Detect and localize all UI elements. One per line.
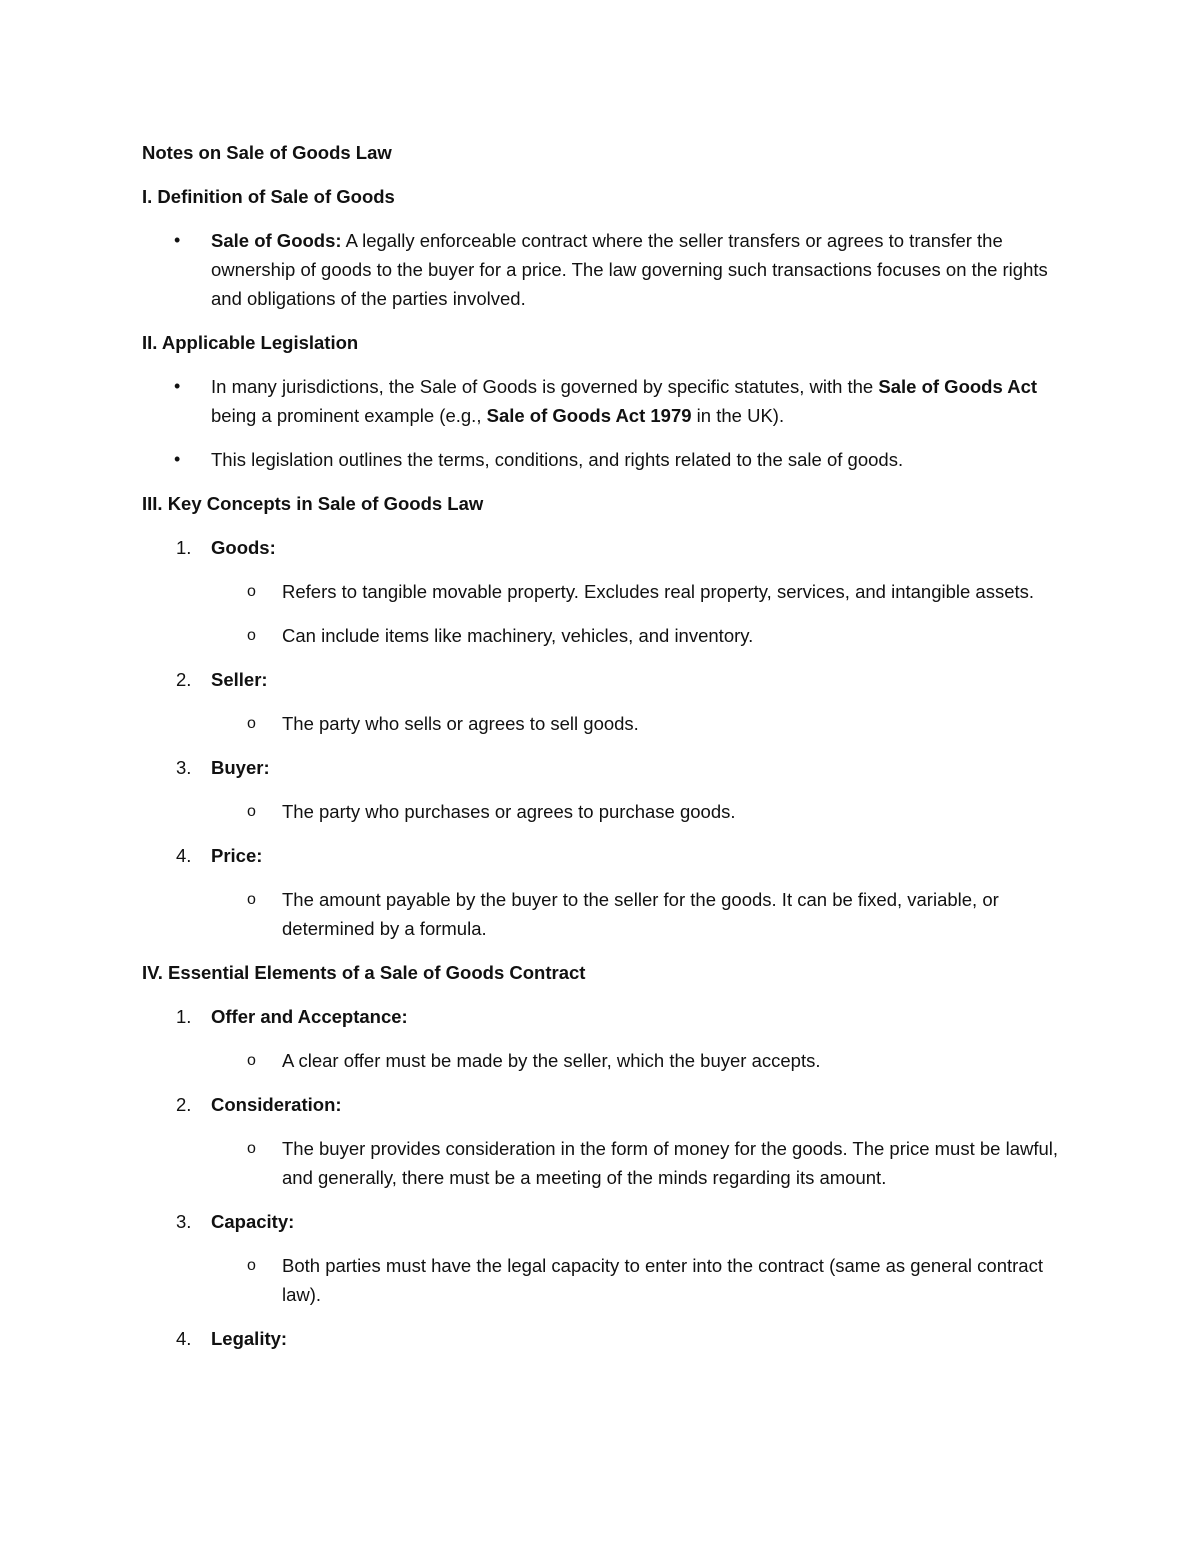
sub-list-text: The party who purchases or agrees to purchase goods.: [282, 801, 736, 822]
term-label: Buyer:: [211, 757, 270, 778]
sub-list: [211, 1134, 1062, 1192]
list-item: [142, 841, 1062, 943]
term-label: Sale of Goods:: [211, 230, 342, 251]
act-name-1979: Sale of Goods Act 1979: [486, 405, 692, 426]
sub-list: [211, 1251, 1062, 1309]
sub-list-text: A clear offer must be made by the seller, which the buyer accepts.: [282, 1050, 821, 1071]
key-concepts-list: [142, 533, 1062, 943]
sub-list: [211, 1046, 1062, 1075]
bullet-icon: •: [174, 230, 181, 250]
circle-bullet-icon: o: [247, 1140, 256, 1157]
section-heading-definition: I. Definition of Sale of Goods: [142, 186, 395, 207]
section-heading-essential-elements: IV. Essential Elements of a Sale of Goods Contract: [142, 962, 586, 983]
term-label: Seller:: [211, 669, 268, 690]
document-title: Notes on Sale of Goods Law: [142, 142, 392, 163]
list-number: 4.: [176, 845, 192, 866]
section-heading-legislation: II. Applicable Legislation: [142, 332, 359, 353]
sub-list-text: The party who sells or agrees to sell goods.: [282, 713, 639, 734]
sub-list: [211, 709, 1062, 738]
sub-list-text: Both parties must have the legal capacity to enter into the contract (same as general contract law).: [282, 1255, 1043, 1305]
term-label: Offer and Acceptance:: [211, 1006, 408, 1027]
term-label: Consideration:: [211, 1094, 342, 1115]
definition-text: A legally enforceable contract where the seller transfers or agrees to transfer the ownership of goods to the buyer for a price. The law governing such transactions focuses on the rights and obligations of the parties involved.: [211, 230, 1048, 309]
list-number: 2.: [176, 669, 192, 690]
list-text: In many jurisdictions, the Sale of Goods is governed by specific statutes, with the: [211, 376, 879, 397]
list-text: This legislation outlines the terms, conditions, and rights related to the sale of goods.: [211, 449, 904, 470]
list-item: [142, 1002, 1062, 1075]
term-label: Goods:: [211, 537, 276, 558]
bullet-icon: •: [174, 376, 181, 396]
list-item: [142, 533, 1062, 650]
term-label: Legality:: [211, 1328, 288, 1349]
list-number: 4.: [176, 1328, 192, 1349]
list-item: [142, 372, 1062, 430]
list-text: being a prominent example (e.g.,: [211, 405, 487, 426]
sub-list-text: Can include items like machinery, vehicles, and inventory.: [282, 625, 754, 646]
sub-list-item: [142, 885, 1062, 943]
sub-list-item: [142, 709, 1062, 738]
legislation-bullet-list: [142, 372, 1062, 474]
list-number: 1.: [176, 1006, 192, 1027]
definition-bullet-list: [142, 226, 1062, 313]
list-number: 1.: [176, 537, 192, 558]
list-item: [142, 1207, 1062, 1309]
list-text: in the UK).: [691, 405, 785, 426]
sub-list-item: [142, 797, 1062, 826]
bullet-icon: •: [174, 449, 181, 469]
list-item: [142, 753, 1062, 826]
sub-list-item: [142, 1134, 1062, 1192]
list-item: [142, 665, 1062, 738]
act-name: Sale of Goods Act: [878, 376, 1038, 397]
sub-list: [211, 577, 1062, 650]
document-page: [142, 138, 1062, 1368]
list-item: [142, 445, 1062, 474]
list-item: [142, 1090, 1062, 1192]
list-item: [142, 1324, 1062, 1353]
sub-list-item: [142, 1251, 1062, 1309]
section-heading-key-concepts: III. Key Concepts in Sale of Goods Law: [142, 493, 484, 514]
circle-bullet-icon: o: [247, 583, 256, 600]
sub-list: [211, 797, 1062, 826]
sub-list-item: [142, 1046, 1062, 1075]
sub-list: [211, 885, 1062, 943]
circle-bullet-icon: o: [247, 1257, 256, 1274]
sub-list-item: [142, 621, 1062, 650]
term-label: Capacity:: [211, 1211, 295, 1232]
essential-elements-list: [142, 1002, 1062, 1353]
circle-bullet-icon: o: [247, 891, 256, 908]
term-label: Price:: [211, 845, 263, 866]
sub-list-text: Refers to tangible movable property. Excludes real property, services, and intangible assets.: [282, 581, 1035, 602]
sub-list-text: The amount payable by the buyer to the seller for the goods. It can be fixed, variable, or determined by a formula.: [282, 889, 999, 939]
list-item: [142, 226, 1062, 313]
list-number: 3.: [176, 1211, 192, 1232]
circle-bullet-icon: o: [247, 1052, 256, 1069]
list-number: 2.: [176, 1094, 192, 1115]
circle-bullet-icon: o: [247, 715, 256, 732]
circle-bullet-icon: o: [247, 627, 256, 644]
sub-list-item: [142, 577, 1062, 606]
circle-bullet-icon: o: [247, 803, 256, 820]
list-number: 3.: [176, 757, 192, 778]
sub-list-text: The buyer provides consideration in the form of money for the goods. The price must be lawful, and generally, there must be a meeting of the minds regarding its amount.: [282, 1138, 1059, 1188]
